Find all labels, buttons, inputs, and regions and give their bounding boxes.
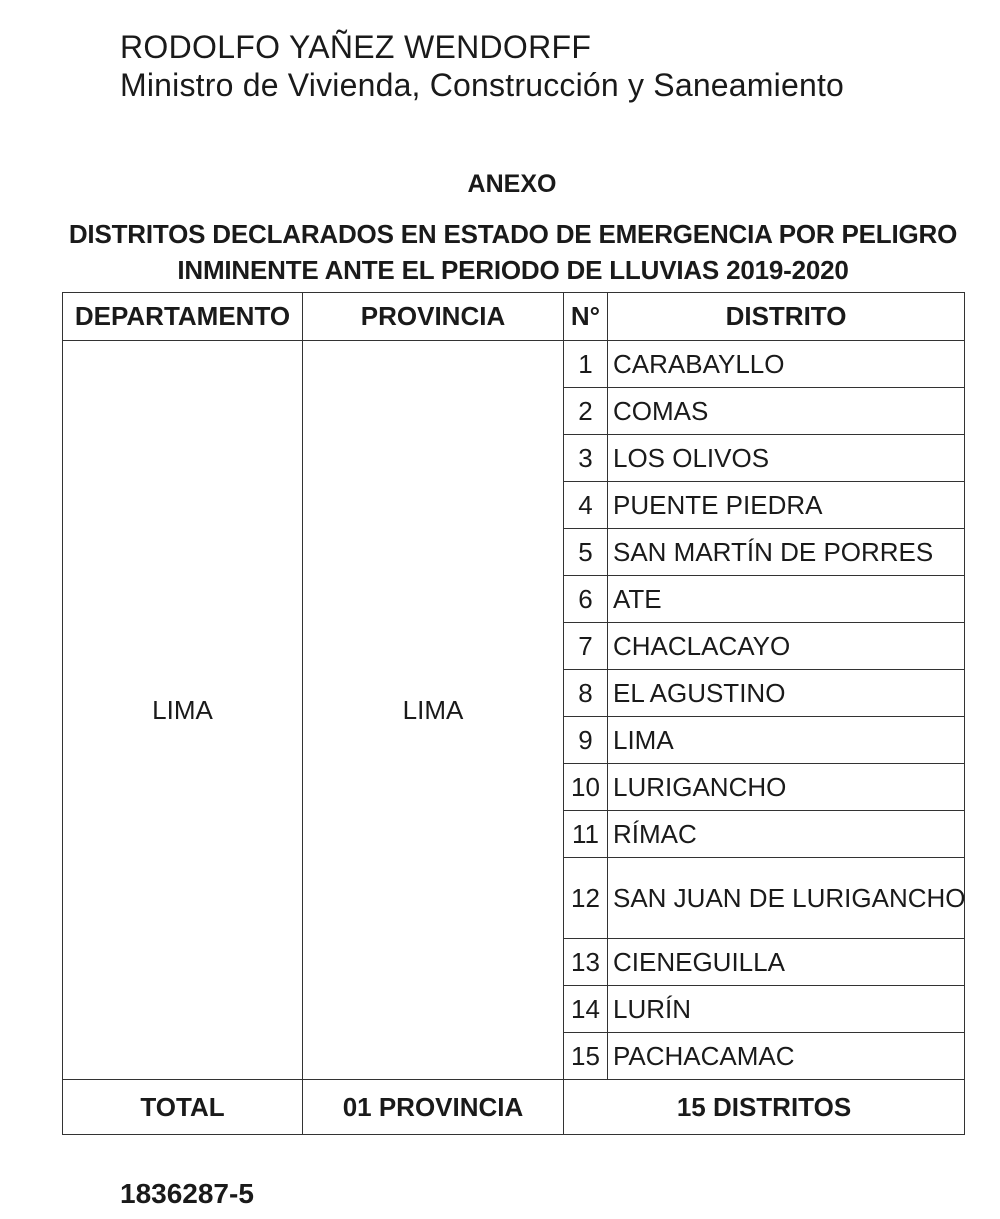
cell-distrito: CARABAYLLO — [608, 341, 965, 388]
districts-table — [62, 292, 965, 1135]
cell-numero: 13 — [564, 939, 608, 986]
annex-label: ANEXO — [467, 170, 557, 198]
signer-title: Ministro de Vivienda, Construcción y Saneamiento — [120, 67, 845, 103]
cell-distrito: COMAS — [608, 388, 965, 435]
cell-distrito: RÍMAC — [608, 811, 965, 858]
cell-distrito: PACHACAMAC — [608, 1033, 965, 1080]
cell-provincia: LIMA — [303, 341, 564, 1080]
cell-departamento: LIMA — [63, 341, 303, 1080]
cell-distrito: SAN MARTÍN DE PORRES — [608, 529, 965, 576]
cell-distrito: LIMA — [608, 717, 965, 764]
header-distrito: DISTRITO — [608, 293, 965, 341]
cell-distrito: ATE — [608, 576, 965, 623]
total-distritos: 15 DISTRITOS — [564, 1080, 965, 1135]
cell-numero: 9 — [564, 717, 608, 764]
cell-numero: 2 — [564, 388, 608, 435]
cell-distrito: CIENEGUILLA — [608, 939, 965, 986]
cell-numero: 3 — [564, 435, 608, 482]
annex-title-line-2: INMINENTE ANTE EL PERIODO DE LLUVIAS 2019-2020 — [177, 255, 849, 285]
cell-numero: 8 — [564, 670, 608, 717]
header-provincia: PROVINCIA — [303, 293, 564, 341]
signature-block — [120, 28, 844, 104]
header-numero: N° — [564, 293, 608, 341]
table-total-row — [63, 1080, 965, 1135]
cell-distrito: LURÍN — [608, 986, 965, 1033]
cell-numero: 10 — [564, 764, 608, 811]
cell-numero: 5 — [564, 529, 608, 576]
table-row — [63, 341, 965, 388]
cell-numero: 14 — [564, 986, 608, 1033]
annex-title — [62, 216, 964, 288]
cell-distrito: LOS OLIVOS — [608, 435, 965, 482]
cell-numero: 4 — [564, 482, 608, 529]
cell-distrito: SAN JUAN DE LURIGANCHO — [608, 858, 965, 939]
cell-numero: 15 — [564, 1033, 608, 1080]
total-provincias: 01 PROVINCIA — [303, 1080, 564, 1135]
cell-distrito: PUENTE PIEDRA — [608, 482, 965, 529]
cell-numero: 6 — [564, 576, 608, 623]
annex-title-line-1: DISTRITOS DECLARADOS EN ESTADO DE EMERGENCIA POR PELIGRO — [68, 219, 958, 249]
table-body — [63, 341, 965, 1080]
cell-numero: 11 — [564, 811, 608, 858]
cell-distrito: CHACLACAYO — [608, 623, 965, 670]
total-label: TOTAL — [63, 1080, 303, 1135]
cell-numero: 12 — [564, 858, 608, 939]
table-header-row — [63, 293, 965, 341]
document-code: 1836287-5 — [120, 1178, 254, 1209]
cell-numero: 7 — [564, 623, 608, 670]
signer-name: RODOLFO YAÑEZ WENDORFF — [120, 29, 592, 65]
cell-distrito: LURIGANCHO — [608, 764, 965, 811]
cell-numero: 1 — [564, 341, 608, 388]
cell-distrito: EL AGUSTINO — [608, 670, 965, 717]
header-departamento: DEPARTAMENTO — [63, 293, 303, 341]
